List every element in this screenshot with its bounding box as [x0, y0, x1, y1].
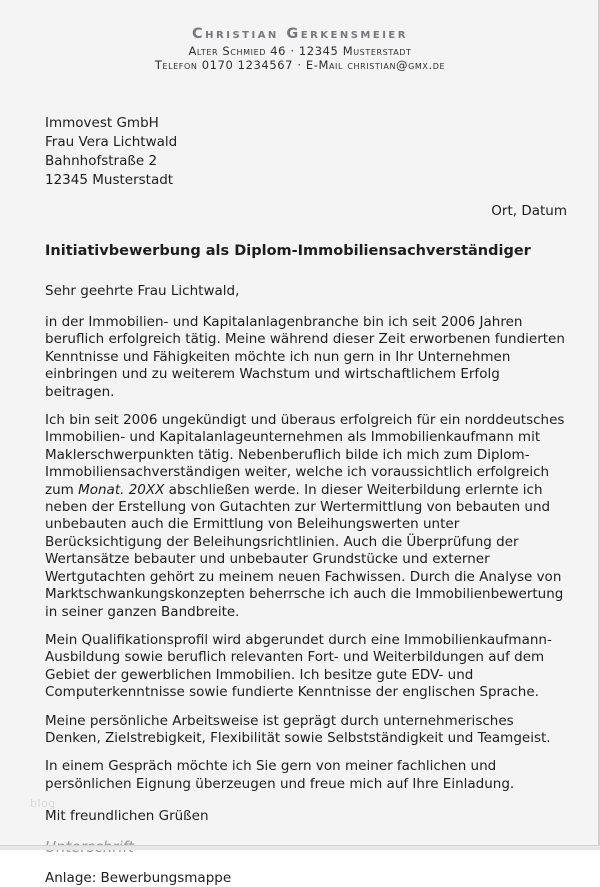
letter-body [45, 314, 565, 793]
paragraph-1: in der Immobilien- und Kapitalanlagenbranche bin ich seit 2006 Jahren beruflich erfolgreich tätig. Meine während dieser Zeit erworbenen fundierten Kenntnisse und Fähigkeiten möchte ich nun gern in Ihr Unternehmen einbringen und zu weiterem Wachstum und wirtschaftlichem Erfolg beitragen. [45, 314, 565, 400]
salutation: Sehr geehrte Frau Lichtwald, [45, 283, 240, 299]
recipient-contact-person: Frau Vera Lichtwald [45, 134, 178, 150]
paragraph-3: Mein Qualifikationsprofil wird abgerundet durch eine Immobilienkaufmann-Ausbildung sowie beruflich relevanten Fort- und Weiterbildungen auf dem Gebiet der gewerblichen Immobilien. Ich besitze gute EDV- und Computerkenntnisse sowie fundierte Kenntnisse der englischen Sprache. [45, 631, 552, 701]
completion-date-placeholder: Monat. 20XX [78, 481, 165, 498]
watermark-fragment: blog [30, 797, 56, 810]
date-line: Ort, Datum [491, 203, 567, 219]
sender-contact: Telefon 0170 1234567 · E-Mail christian@gmx.de [154, 58, 446, 72]
sender-address: Alter Schmied 46 · 12345 Musterstadt [188, 44, 412, 58]
page-bottom-edge [0, 845, 600, 850]
closing-regards: Mit freundlichen Grüßen [45, 808, 209, 825]
paragraph-5: In einem Gespräch möchte ich Sie gern von meiner fachlichen und persönlichen Eignung überzeugen und freue mich auf Ihre Einladung. [45, 758, 515, 792]
subject-line: Initiativbewerbung als Diplom-Immobiliensachverständiger [45, 243, 531, 259]
recipient-city: 12345 Musterstadt [45, 172, 174, 188]
letterhead [0, 0, 600, 72]
paragraph-4: Meine persönliche Arbeitsweise ist geprägt durch unternehmerisches Denken, Zielstrebigkeit, Flexibilität sowie Selbstständigkeit und Teamgeist. [45, 712, 551, 746]
enclosure-line: Anlage: Bewerbungsmappe [45, 870, 232, 887]
paragraph-2 [45, 412, 565, 621]
recipient-block [45, 114, 600, 190]
sender-name: Christian Gerkensmeier [192, 26, 408, 42]
recipient-street: Bahnhofstraße 2 [45, 153, 158, 169]
paragraph-2-text-after: abschließen werde. In dieser Weiterbildung erlernte ich neben der Erstellung von Gutachten zur Wertermittlung von bebauten und unbebauten auch die Ermittlung von Beleihungswerten unter Berücksichtigung der Beleihungsrichtlinien. Auch die Überprüfung der Wertansätze bebauter und unbebauter Grundstücke und externer Wertgutachten gehört zu meinem neuen Fachwissen. Durch die Analyse von Marktschwankungskonzepten beherrsche ich auch die Immobilienbewertung in seiner ganzen Bandbreite. [45, 481, 564, 620]
paragraph-2-text-before: Ich bin seit 2006 ungekündigt und überaus erfolgreich für ein norddeutsches Immobilien- und Kapitalanlageunternehmen als Immobilienkaufmann mit Maklerschwerpunkten tätig. Nebenberuflich bilde ich mich zum Diplom-Immobiliensachverständigen weiter, welche ich voraussichtlich erfolgreich zum [45, 412, 565, 498]
recipient-company: Immovest GmbH [45, 115, 159, 131]
